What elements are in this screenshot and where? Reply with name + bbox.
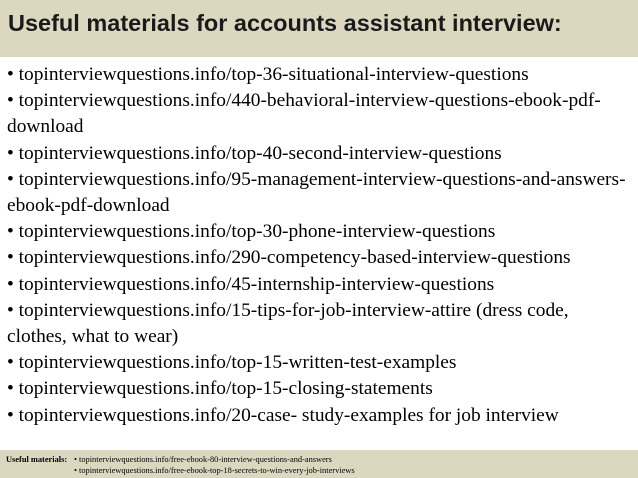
bullet-list (7, 62, 631, 429)
bullet-marker: • (7, 273, 14, 295)
footer-link: • topinterviewquestions.info/free-ebook-80-interview-questions-and-answers (74, 455, 332, 464)
bullet-marker: • (7, 64, 14, 85)
link-text: topinterviewquestions.info/top-30-phone-interview-questions (18, 221, 496, 243)
link-text: topinterviewquestions.info/15-tips-for-job-interview-attire (dress code, clothes, what to wear) (7, 299, 569, 348)
footer-label: Useful materials: (6, 455, 68, 464)
link-text: topinterviewquestions.info/290-competency-based-interview-questions (18, 247, 571, 269)
link-text: topinterviewquestions.info/top-15-closing-statements (18, 378, 433, 400)
list-item (7, 167, 631, 219)
link-text: topinterviewquestions.info/45-internship-interview-questions (18, 273, 495, 295)
bullet-marker: • (7, 299, 14, 321)
page-title: Useful materials for accounts assistant interview: (8, 10, 562, 36)
list-item (7, 245, 631, 271)
link-text: topinterviewquestions.info/95-management-interview-questions-and-answers-ebook-pdf-download (7, 168, 626, 217)
bullet-marker: • (7, 378, 14, 400)
link-text: topinterviewquestions.info/top-15-written-test-examples (18, 352, 457, 374)
bullet-marker: • (7, 221, 14, 243)
title-bar (0, 0, 638, 57)
list-item (7, 376, 631, 402)
bullet-marker: • (7, 404, 14, 426)
bullet-marker: • (7, 247, 14, 269)
list-item (7, 272, 631, 298)
bullet-marker: • (7, 142, 14, 164)
list-item (7, 219, 631, 245)
link-text: topinterviewquestions.info/440-behavioral-interview-questions-ebook-pdf-download (7, 90, 601, 138)
list-item (7, 298, 631, 350)
link-text: topinterviewquestions.info/top-40-second-interview-questions (18, 142, 502, 164)
link-text: topinterviewquestions.info/top-36-situational-interview-questions (18, 64, 529, 85)
list-item (7, 350, 631, 376)
bullet-marker: • (7, 168, 14, 190)
bullet-marker: • (7, 90, 14, 112)
list-item (7, 403, 631, 429)
link-text: topinterviewquestions.info/20-case- study-examples for job interview (18, 404, 559, 426)
footer-link: • topinterviewquestions.info/free-ebook-top-18-secrets-to-win-every-job-interviews (74, 466, 355, 475)
list-item (7, 62, 631, 88)
list-item (7, 88, 631, 140)
footer-bar (0, 450, 638, 478)
list-item (7, 141, 631, 167)
bullet-marker: • (7, 352, 14, 374)
